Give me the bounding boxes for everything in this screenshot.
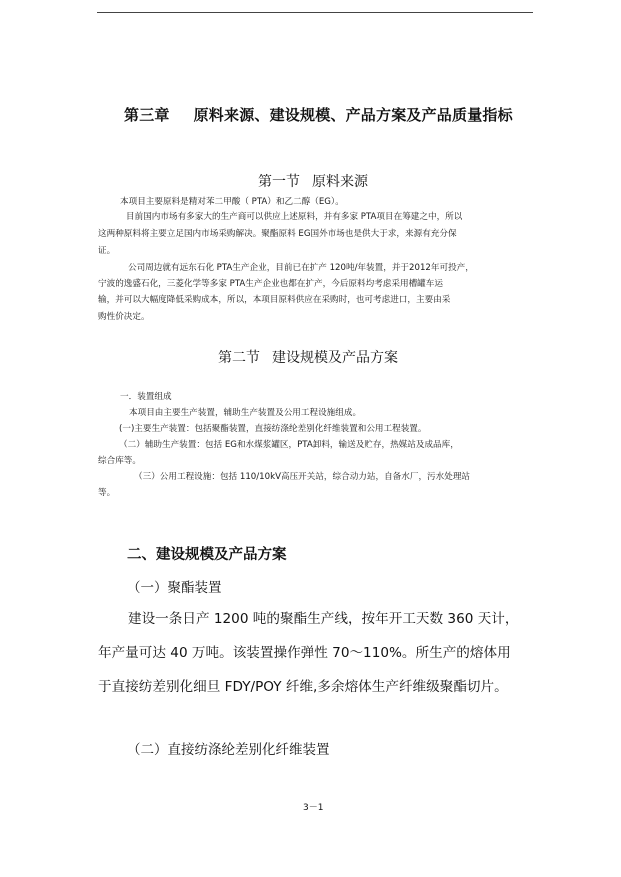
section-2-line: (一)主要生产装置：包括聚酯装置，直接纺涤纶差别化纤维装置和公用工程装置。	[119, 424, 427, 434]
section-2-line: 综合库等。	[98, 456, 141, 466]
section-1-title: 原料来源	[312, 174, 368, 190]
page-number: 3－1	[303, 803, 324, 813]
section-1-number: 第一节	[258, 174, 300, 190]
subsection-2-heading: （二）直接纺涤纶差别化纤维装置	[127, 742, 330, 758]
section-2-line: （二）辅助生产装置：包括 EG和水煤浆罐区，PTA卸料，输送及贮存，热媒站及成品库，	[119, 440, 459, 450]
body-line: 于直接纺差别化细旦 FDY/POY 纤维,多余熔体生产纤维级聚酯切片。	[98, 679, 508, 695]
chapter-number: 第三章	[124, 106, 170, 124]
section-1-line: 输，并可以大幅度降低采购成本，所以，本项目原料供应在采购时，也可考虑进口，主要由采	[98, 295, 451, 305]
section-1-line: 购性价决定。	[98, 312, 150, 322]
section-1-line: 这两种原料将主要立足国内市场采购解决。聚酯原料 EG国外市场也是供大于求，来源有充分保	[98, 229, 457, 239]
body-line: 建设一条日产 1200 吨的聚酯生产线，按年开工天数 360 天计，	[128, 611, 519, 627]
section-2-line: 等。	[98, 488, 116, 498]
section-2-line: 一．装置组成	[120, 392, 172, 402]
section-2-heading	[218, 347, 398, 367]
section-2-title: 建设规模及产品方案	[272, 350, 398, 366]
section-2-line: 本项目由主要生产装置，辅助生产装置及公用工程设施组成。	[129, 408, 362, 418]
header-rule	[97, 12, 533, 13]
part-2-heading: 二、建设规模及产品方案	[127, 547, 287, 563]
body-line: 年产量可达 40 万吨。该装置操作弹性 70～110%。所生产的熔体用	[98, 645, 511, 661]
section-1-line: 本项目主要原料是精对苯二甲酸（ PTA）和乙二醇（EG）。	[120, 197, 344, 207]
section-1-line: 目前国内市场有多家大的生产商可以供应上述原料，并有多家 PTA项目在筹建之中，所以	[126, 212, 463, 222]
section-1-line: 公司周边就有远东石化 PTA生产企业，目前已在扩产 120吨/年装置，并于2012年可投产，	[128, 263, 474, 273]
section-1-heading	[258, 171, 368, 191]
subsection-1-heading: （一）聚酯装置	[127, 580, 222, 596]
chapter-title: 原料来源、建设规模、产品方案及产品质量指标	[193, 106, 513, 124]
chapter-heading	[124, 104, 513, 125]
section-2-line: （三）公用工程设施：包括 110/10kV高压开关站，综合动力站，自备水厂，污水处理站	[134, 472, 471, 482]
section-1-line: 宁波的逸盛石化，三菱化学等多家 PTA生产企业也都在扩产，今后原料均考虑采用槽罐车运	[98, 279, 443, 289]
section-2-number: 第二节	[218, 350, 260, 366]
section-1-line: 证。	[98, 246, 116, 256]
